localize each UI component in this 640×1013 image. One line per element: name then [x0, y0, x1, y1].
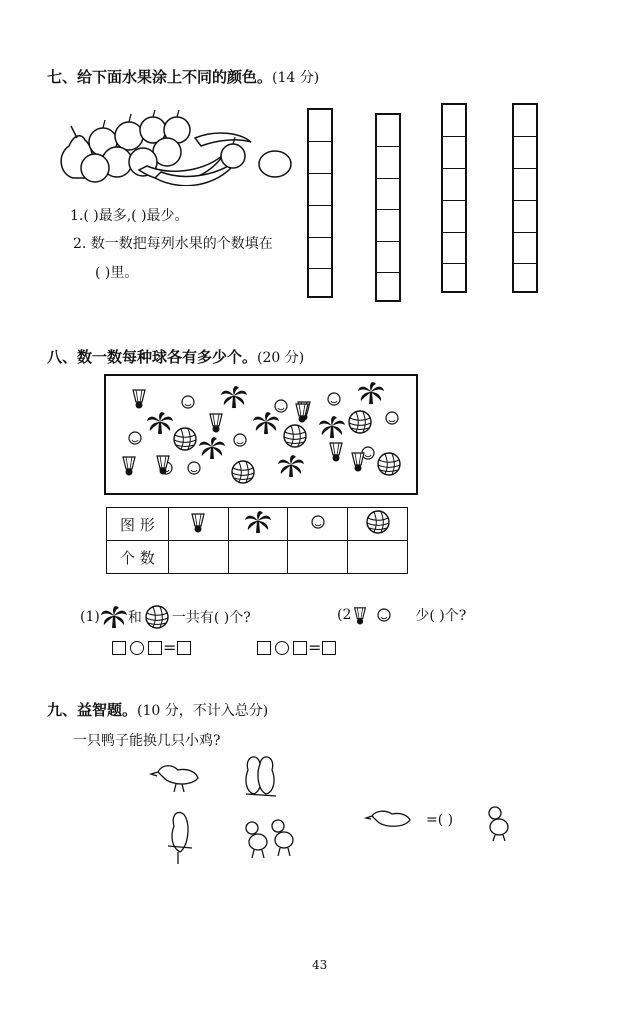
number-box[interactable] — [257, 641, 271, 655]
number-box[interactable] — [148, 641, 162, 655]
section-7-heading: 七、给下面水果涂上不同的颜色。(14 分) — [47, 68, 320, 86]
chick-icon — [483, 805, 513, 843]
ping-pong-ball-icon — [309, 513, 327, 531]
orange-icon — [259, 151, 291, 177]
exchange-illustration — [148, 750, 308, 870]
header-palm — [228, 508, 288, 541]
chick-icon — [272, 820, 293, 856]
fruit-illustration — [55, 108, 300, 186]
volleyball-icon — [144, 604, 170, 630]
count-cell-palm[interactable] — [228, 541, 288, 574]
banana-icon — [195, 133, 251, 146]
balls-picture — [104, 374, 418, 495]
question-7-2-cont: ( )里。 — [95, 265, 139, 281]
chick-icon — [246, 822, 267, 858]
shuttlecock-icon — [188, 511, 208, 533]
goose-icon — [246, 757, 276, 796]
apple-icon — [115, 122, 143, 150]
question-7-1: 1.( )最多,( )最少。 — [70, 208, 189, 224]
count-cell-shuttlecock[interactable] — [168, 541, 228, 574]
equation-2[interactable]: = — [257, 637, 336, 657]
question-7-2: 2. 数一数把每列水果的个数填在 — [73, 236, 273, 252]
palm-tree-icon — [244, 509, 272, 535]
shuttlecock-icon — [351, 604, 369, 626]
count-column-2[interactable] — [375, 113, 401, 302]
volleyball-icon — [365, 509, 391, 535]
count-column-4[interactable] — [512, 103, 538, 293]
result-box[interactable] — [322, 641, 336, 655]
page-number: 43 — [312, 958, 328, 972]
table-row — [107, 508, 408, 541]
operator-circle[interactable] — [275, 641, 289, 655]
header-volleyball — [348, 508, 408, 541]
result-box[interactable] — [177, 641, 191, 655]
section-9-heading: 九、益智题。(10 分，不计入总分) — [47, 701, 269, 719]
table-label-count: 个 数 — [107, 541, 169, 574]
header-shuttlecock — [168, 508, 228, 541]
number-box[interactable] — [293, 641, 307, 655]
question-9: 一只鸭子能换几只小鸡? — [73, 733, 221, 749]
count-cell-volleyball[interactable] — [348, 541, 408, 574]
table-label-shape: 图 形 — [107, 508, 169, 541]
ball-count-table — [106, 507, 408, 574]
count-column-1[interactable] — [307, 108, 333, 298]
operator-circle[interactable] — [130, 641, 144, 655]
table-row — [107, 541, 408, 574]
question-8-1: (1) 和 一共有( )个? — [80, 604, 251, 630]
equation-1[interactable]: = — [112, 637, 191, 657]
count-cell-ping-pong[interactable] — [288, 541, 348, 574]
goose-icon — [168, 812, 192, 864]
header-ping-pong — [288, 508, 348, 541]
duck-icon — [364, 804, 414, 834]
number-box[interactable] — [112, 641, 126, 655]
count-column-3[interactable] — [441, 103, 467, 293]
apple-icon — [81, 154, 109, 182]
palm-tree-icon — [100, 604, 128, 630]
ping-pong-ball-icon — [375, 606, 393, 624]
question-8-2: (2 少( )个? — [337, 604, 466, 626]
apple-icon — [221, 144, 245, 168]
section-8-heading: 八、数一数每种球各有多少个。(20 分) — [47, 348, 305, 366]
duck-icon — [151, 766, 198, 792]
answer-blank[interactable]: =( ) — [426, 812, 454, 828]
